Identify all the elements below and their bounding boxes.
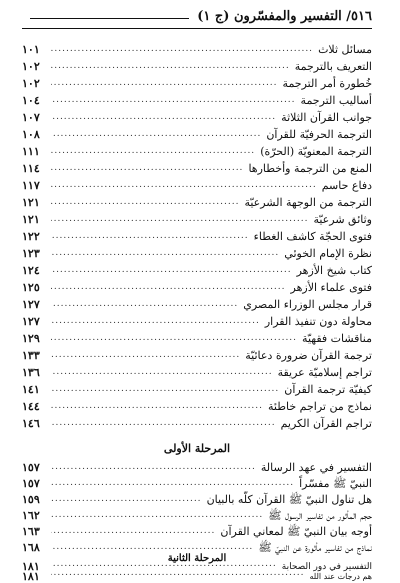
toc-entry [22, 363, 372, 380]
leader-dots [51, 111, 276, 123]
toc-entry [22, 572, 372, 581]
leader-dots [51, 145, 255, 157]
toc-entry-title: نماذج من تفاسير مأثورة عن النبيّ ﷺ [258, 541, 372, 554]
toc-entry-page: ١٤٦ [22, 417, 40, 430]
toc-entry-page: ١٢١ [22, 213, 40, 226]
toc-entry [22, 142, 372, 159]
header-rule [22, 28, 372, 29]
toc-entry-title: نماذج من تراجم خاطئة [268, 400, 372, 413]
toc-entry-title: المنع من الترجمة وأخطارها [248, 162, 372, 175]
toc-entry-page: ١٤١ [22, 383, 40, 396]
leader-dots [51, 509, 263, 521]
toc-entry-title: كتاب شيخ الأزهر [296, 264, 372, 277]
toc-entry-title: النبيّ ﷺ مفسّراً [299, 477, 372, 490]
toc-entry-page: ١٠٢ [22, 60, 40, 73]
toc-entry-page: ١١٤ [22, 162, 40, 175]
toc-entry-page: ١٥٧ [22, 477, 40, 490]
toc-entry-title: قرار مجلس الوزراء المصري [243, 298, 372, 311]
toc-entry-title: محاولة دون تنفيذ القرار [264, 315, 372, 328]
header-book-title: التفسير والمفسّرون (ج ١) [197, 8, 342, 24]
toc-entry [22, 474, 372, 491]
toc-entry-title: ترجمة القرآن ضرورة دعائيّة [245, 349, 372, 362]
toc-entry-title: أوجه بيان النبيّ ﷺ لمعاني القرآن [220, 525, 372, 538]
section-title-stage-two: المرحلة الثانية [167, 553, 227, 564]
toc-entry [22, 210, 372, 227]
leader-dots [51, 477, 294, 489]
toc-entry-title: حجم المأثور من تفاسير الرسول ﷺ [268, 509, 372, 522]
toc-entry-title: الترجمة الحرفيّة للقرآن [266, 128, 372, 141]
leader-dots [51, 541, 253, 553]
toc-entry-page: ١١٧ [22, 179, 40, 192]
toc-entry [22, 40, 372, 57]
toc-entry [22, 414, 372, 431]
leader-dots [51, 264, 292, 276]
page-header [22, 6, 372, 26]
toc-entry [22, 176, 372, 193]
toc-entry [22, 380, 372, 397]
toc-entry-title: الترجمة المعنويّة (الحرّة) [260, 145, 372, 158]
leader-dots [51, 94, 296, 106]
toc-entry [22, 57, 372, 74]
leader-dots [51, 567, 305, 579]
toc-entry-title: فتوى علماء الأزهر [290, 281, 372, 294]
leader-dots [51, 128, 261, 140]
toc-entry [22, 159, 372, 176]
leader-dots [51, 349, 240, 361]
toc-entry [22, 506, 372, 523]
leader-dots [51, 366, 273, 378]
toc-entry-page: ١٢٣ [22, 247, 40, 260]
toc-entry-title: مناقشات فقهيّة [302, 332, 372, 345]
toc-entry-page: ١٢١ [22, 196, 40, 209]
toc-entry [22, 295, 372, 312]
leader-dots [51, 77, 278, 89]
leader-dots [51, 383, 279, 395]
header-line [30, 18, 189, 19]
toc-entry-title: هم درجات عند الله [309, 572, 372, 581]
leader-dots [51, 417, 276, 429]
toc-entry-title: وثائق شرعيّة [313, 213, 372, 226]
header-page-number: ٥١٦ [351, 8, 372, 24]
toc-entry-page: ١٨١ [22, 570, 40, 583]
toc-entry [22, 244, 372, 261]
toc-entry-page: ١٦٨ [22, 541, 40, 554]
toc-entry-page: ١٣٣ [22, 349, 40, 362]
toc-entry-page: ١٢٥ [22, 281, 40, 294]
leader-dots [51, 196, 239, 208]
toc-entry-title: كيفيّة ترجمة القرآن [284, 383, 372, 396]
toc-entry-page: ١٠٧ [22, 111, 40, 124]
leader-dots [51, 525, 215, 537]
toc-entry-title: أساليب الترجمة [300, 94, 372, 107]
toc-entry-page: ١٢٧ [22, 315, 40, 328]
leader-dots [51, 493, 202, 505]
leader-dots [51, 247, 279, 259]
toc-entry-page: ١٢٧ [22, 298, 40, 311]
toc-entry-page: ١٥٧ [22, 461, 40, 474]
toc-entry-page: ١٢٤ [22, 264, 40, 277]
toc-entry-title: نظرة الإمام الخوئي [284, 247, 372, 260]
leader-dots [51, 400, 263, 412]
leader-dots [51, 332, 297, 344]
toc-entry [22, 278, 372, 295]
toc-entry-page: ١٣٦ [22, 366, 40, 379]
toc-entry-page: ١٦٣ [22, 525, 40, 538]
toc-entry [22, 91, 372, 108]
toc-entry [22, 108, 372, 125]
leader-dots [51, 230, 249, 242]
toc-entry [22, 193, 372, 210]
toc-entry-page: ١٥٩ [22, 493, 40, 506]
toc-entry-title: التفسير في دور الصحابة [281, 562, 372, 572]
leader-dots [51, 461, 256, 473]
toc-entry [22, 458, 372, 475]
toc-entry-title: تراجم القرآن الكريم [280, 417, 372, 430]
toc-entry-title: تراجم إسلاميّة عريقة [277, 366, 372, 379]
leader-dots [51, 298, 238, 310]
toc-entry-page: ١١١ [22, 145, 40, 158]
toc-entry [22, 397, 372, 414]
toc-entry [22, 522, 372, 539]
toc-entry-title: الترجمة من الوجهة الشرعيّة [244, 196, 372, 209]
toc-entry [22, 227, 372, 244]
toc-entry-page: ١٨١ [22, 560, 40, 573]
toc-entry-page: ١٠٤ [22, 94, 40, 107]
toc-entry [22, 125, 372, 142]
leader-dots [51, 60, 290, 72]
leader-dots [51, 179, 317, 191]
toc-entry [22, 329, 372, 346]
toc-entry [22, 346, 372, 363]
toc-entry-title: خُطورة أمر الترجمة [282, 77, 372, 90]
leader-dots [51, 162, 243, 174]
toc-entry [22, 261, 372, 278]
toc-entry-title: دفاع حاسم [321, 179, 372, 192]
toc-entry-title: جوانب القرآن الثلاثة [281, 111, 372, 124]
toc-entry-title: التعريف بالترجمة [294, 60, 372, 73]
running-title: ٥١٦/ التفسير والمفسّرون (ج ١) [197, 8, 372, 24]
toc-entry-page: ١٢٢ [22, 230, 40, 243]
toc-entry-page: ١٠٨ [22, 128, 40, 141]
leader-dots [51, 43, 313, 55]
section-title-stage-one: المرحلة الأولى [163, 442, 231, 455]
toc-entry-page: ١٠٢ [22, 77, 40, 90]
leader-dots [51, 315, 260, 327]
toc-entry [22, 74, 372, 91]
toc-entry-page: ١٢٩ [22, 332, 40, 345]
toc-entry-title: مسائل ثلاث [318, 43, 372, 56]
leader-dots [51, 213, 308, 225]
toc-entry-page: ١٠١ [22, 43, 40, 56]
toc-entry-page: ١٦٢ [22, 509, 40, 522]
toc-entry-title: التفسير في عهد الرسالة [260, 461, 372, 474]
toc-entry-title: فتوى الحجّة كاشف الغطاء [253, 230, 372, 243]
toc-entry-page: ١٤٤ [22, 400, 40, 413]
toc-entry-title: هل تناول النبيّ ﷺ القرآن كلّه بالبيان [206, 493, 372, 506]
toc-entry [22, 312, 372, 329]
toc-entry [22, 490, 372, 507]
leader-dots [51, 281, 286, 293]
